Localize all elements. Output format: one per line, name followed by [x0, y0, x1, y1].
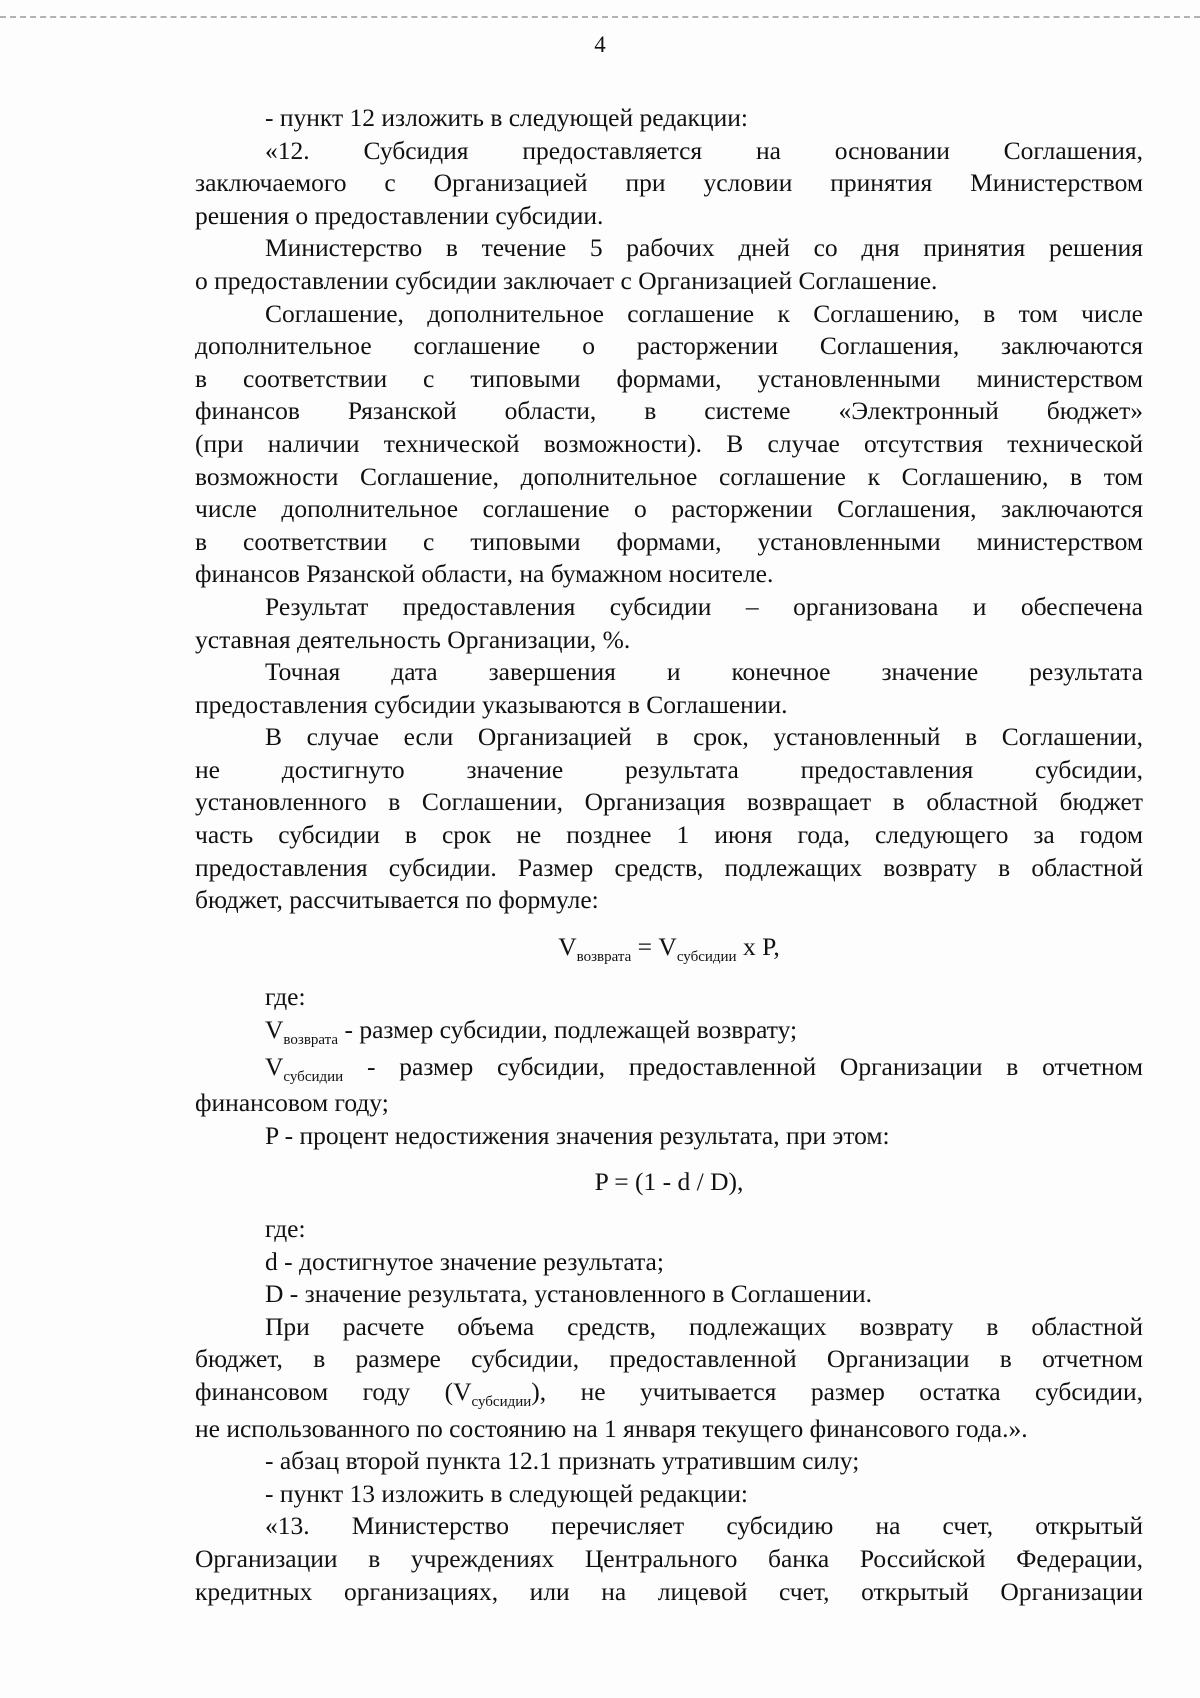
paragraph-calc-line: финансовом году $(V_{субсидии})$, не учитывается размер остатка субсидии,	[195, 1376, 1143, 1410]
definition-v-subsidy-cont: финансовом году;	[195, 1088, 389, 1118]
paragraph-date-line: Точная дата завершения и конечное значение результата	[265, 657, 1143, 687]
document-body	[195, 102, 1143, 1608]
paragraph-agreement-line: числе дополнительное соглашение о расторжении Соглашения, заключаются	[195, 494, 1143, 524]
paragraph-12-line: «12. Субсидия предоставляется на основании Соглашения,	[265, 135, 1143, 165]
paragraph-calc-line: не использованного по состоянию на 1 января текущего финансового года.».	[195, 1413, 1028, 1443]
paragraph-13-line: Организации в учреждениях Центрального банка Российской Федерации,	[195, 1543, 1143, 1573]
definition-D: D - значение результата, установленного в Соглашении.	[265, 1279, 872, 1309]
formula-v-return: $V_{возврата} = V_{субсидии}$ x P,	[558, 931, 780, 965]
paragraph-agreement-line: финансов Рязанской области, на бумажном носителе.	[195, 559, 774, 589]
paragraph-12-line: решения о предоставлении субсидии.	[195, 200, 604, 230]
definition-v-subsidy: $V_{субсидии}$ - размер субсидии, предоставленной Организации в отчетном	[265, 1051, 1143, 1085]
paragraph-item-12-intro: - пункт 12 изложить в следующей редакции:	[265, 103, 748, 132]
paragraph-13-line: кредитных организациях, или на лицевой счет, открытый Организации	[195, 1576, 1143, 1606]
paragraph-agreement-line: (при наличии технической возможности). В случае отсутствия технической	[195, 428, 1143, 458]
where-label: где:	[265, 1214, 306, 1243]
paragraph-date-line: предоставления субсидии указываются в Соглашении.	[195, 689, 788, 719]
paragraph-agreement-line: финансов Рязанской области, в системе «Электронный бюджет»	[195, 396, 1143, 426]
paragraph-calc-line: бюджет, в размере субсидии, предоставленной Организации в отчетном	[195, 1344, 1143, 1374]
paragraph-13-line: «13. Министерство перечисляет субсидию на счет, открытый	[265, 1511, 1143, 1541]
paragraph-item-13-intro: - пункт 13 изложить в следующей редакции:	[265, 1478, 748, 1508]
paragraph-return-line: установленного в Соглашении, Организация возвращает в областной бюджет	[195, 787, 1143, 817]
definition-p: P - процент недостижения значения результата, при этом:	[265, 1120, 890, 1150]
paragraph-ministry-line: о предоставлении субсидии заключает с Организацией Соглашение.	[195, 265, 938, 295]
paragraph-result-line: Результат предоставления субсидии – организована и обеспечена	[265, 591, 1143, 621]
paragraph-result-line: уставная деятельность Организации, %.	[195, 624, 631, 654]
paragraph-agreement-line: в соответствии с типовыми формами, установленными министерством	[195, 363, 1143, 393]
paragraph-12-line: заключаемого с Организацией при условии принятия Министерством	[195, 168, 1143, 198]
paragraph-return-line: В случае если Организацией в срок, установленный в Соглашении,	[265, 722, 1143, 752]
definition-v-return: $V_{возврата}$ - размер субсидии, подлежащей возврату;	[265, 1015, 798, 1049]
paragraph-return-line: бюджет, рассчитывается по формуле:	[195, 885, 599, 915]
scan-edge-line	[0, 16, 1200, 18]
paragraph-agreement-line: в соответствии с типовыми формами, установленными министерством	[195, 526, 1143, 556]
where-label: где:	[265, 982, 306, 1012]
paragraph-ministry-line: Министерство в течение 5 рабочих дней со дня принятия решения	[265, 233, 1143, 263]
page-number: 4	[594, 32, 606, 57]
paragraph-agreement-line: дополнительное соглашение о расторжении Соглашения, заключаются	[195, 331, 1143, 361]
paragraph-agreement-line: Соглашение, дополнительное соглашение к Соглашению, в том числе	[265, 298, 1143, 328]
paragraph-return-line: часть субсидии в срок не позднее 1 июня года, следующего за годом	[195, 820, 1143, 850]
paragraph-calc-line: При расчете объема средств, подлежащих возврату в областной	[265, 1311, 1143, 1341]
formula-p: P = (1 - d / D),	[594, 1167, 744, 1197]
paragraph-return-line: не достигнуто значение результата предоставления субсидии,	[195, 754, 1143, 784]
paragraph-return-line: предоставления субсидии. Размер средств, подлежащих возврату в областной	[195, 852, 1143, 882]
paragraph-agreement-line: возможности Соглашение, дополнительное соглашение к Соглашению, в том	[195, 461, 1143, 491]
paragraph-item-12-1: - абзац второй пункта 12.1 признать утратившим силу;	[265, 1446, 860, 1476]
definition-d: d - достигнутое значение результата;	[265, 1246, 664, 1276]
